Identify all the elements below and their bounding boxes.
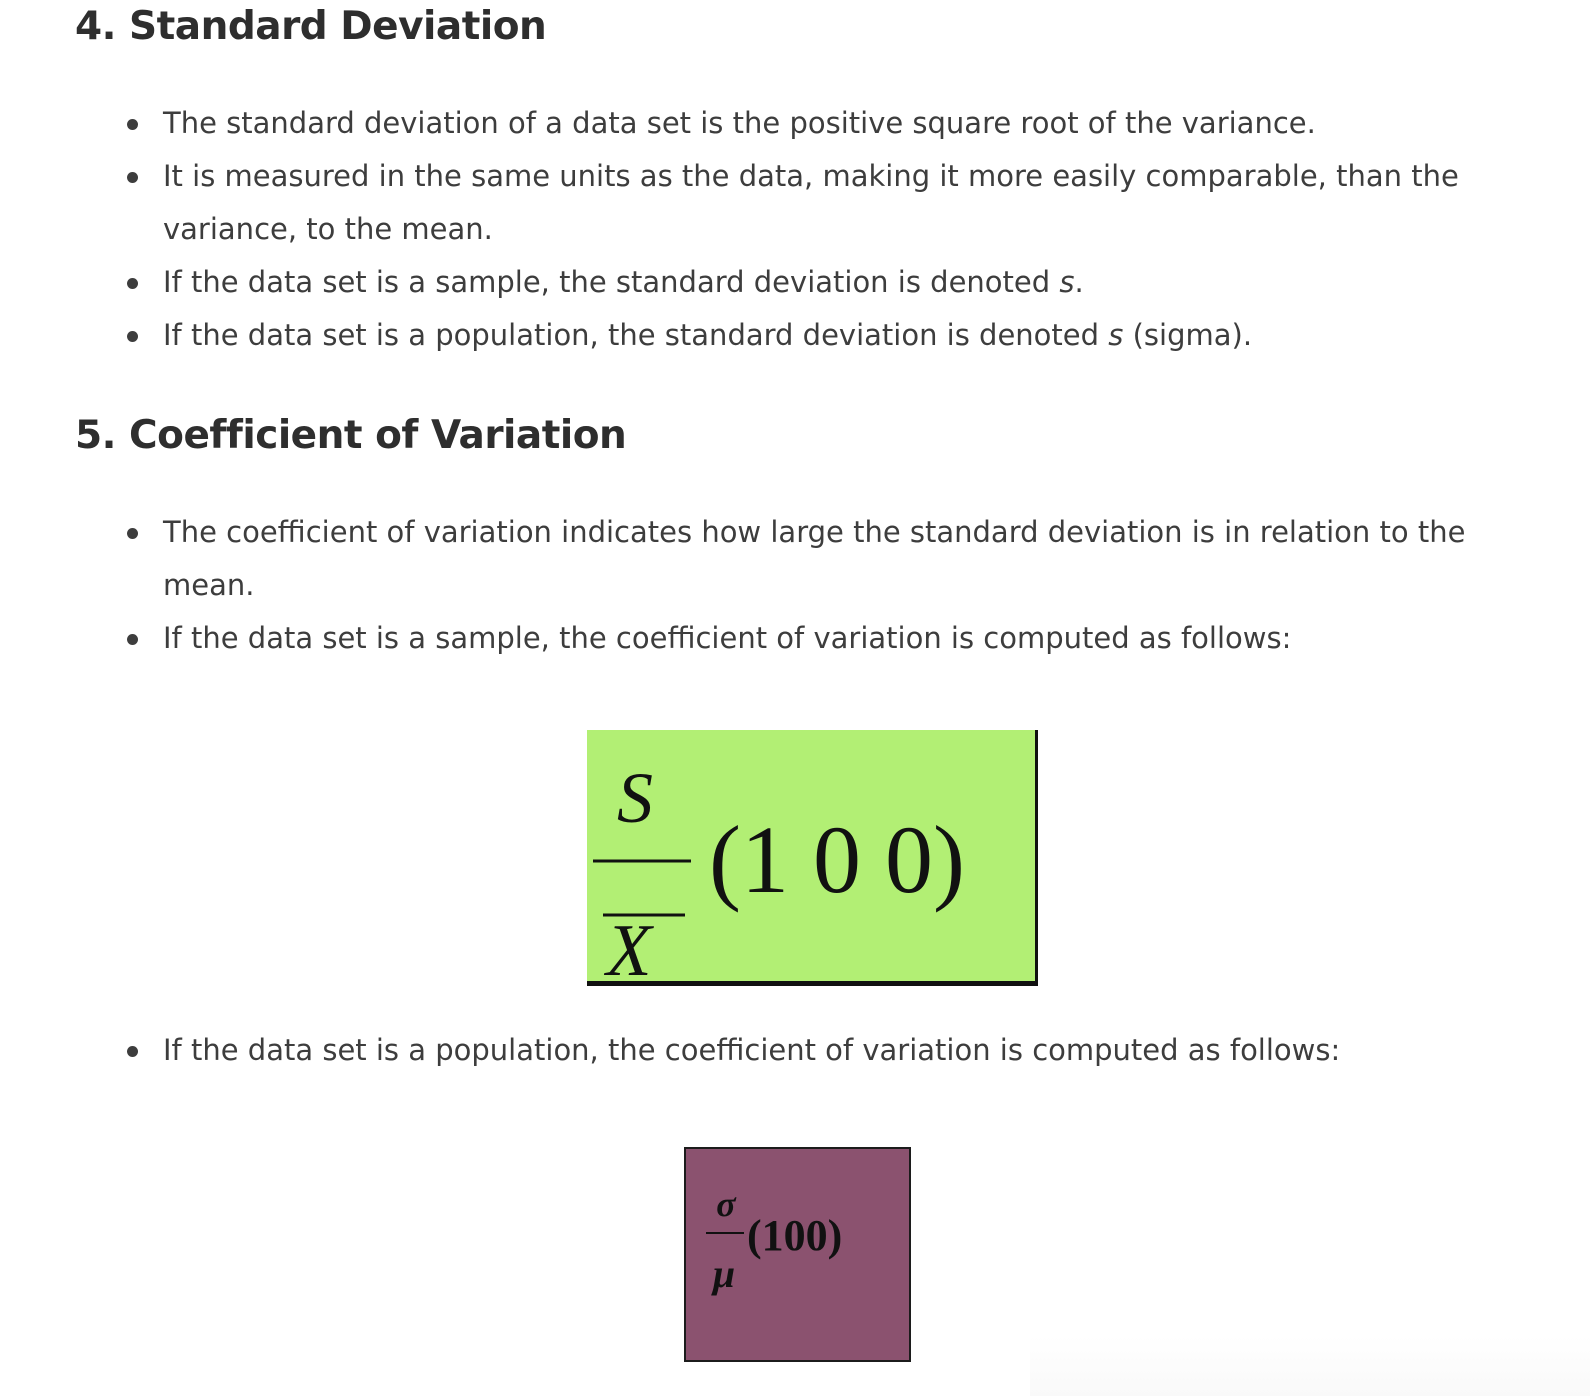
page-edge-shadow [1030, 1336, 1590, 1396]
list-item-text: If the data set is a population, the standard deviation is denoted [163, 318, 1109, 352]
formula-factor: (1 0 0) [709, 806, 965, 913]
coefficient-of-variation-list [0, 506, 1590, 665]
list-item [0, 309, 1590, 362]
population-cv-formula-image [684, 1147, 911, 1362]
list-item: It is measured in the same units as the data, making it more easily comparable, than the variance, to the mean. [0, 150, 1590, 256]
list-item-text: (sigma). [1123, 318, 1253, 352]
list-item: The coefficient of variation indicates how large the standard deviation is in relation to the mean. [0, 506, 1590, 612]
list-item [0, 256, 1590, 309]
list-item-text: If the data set is a sample, the standard deviation is denoted [163, 265, 1060, 299]
sample-sd-symbol: s [1059, 265, 1075, 299]
list-item: If the data set is a sample, the coefficient of variation is computed as follows: [0, 612, 1590, 665]
list-item: If the data set is a population, the coefficient of variation is computed as follows: [0, 1024, 1590, 1077]
formula-numerator: σ [716, 1184, 736, 1224]
formula-denominator: X [606, 910, 652, 986]
standard-deviation-list [0, 97, 1590, 362]
sample-cv-formula [587, 730, 1038, 986]
heading-standard-deviation: 4. Standard Deviation [75, 4, 547, 49]
formula-factor: (100) [747, 1211, 843, 1260]
sample-cv-formula-image [587, 730, 1038, 986]
population-sd-symbol: s [1108, 318, 1124, 352]
formula-denominator: μ [712, 1251, 736, 1296]
list-item-text: . [1074, 265, 1084, 299]
population-cv-list [0, 1024, 1590, 1077]
list-item: The standard deviation of a data set is the positive square root of the variance. [0, 97, 1590, 150]
formula-numerator: S [617, 758, 653, 838]
population-cv-formula [686, 1149, 909, 1360]
heading-coefficient-of-variation: 5. Coefficient of Variation [75, 413, 627, 458]
